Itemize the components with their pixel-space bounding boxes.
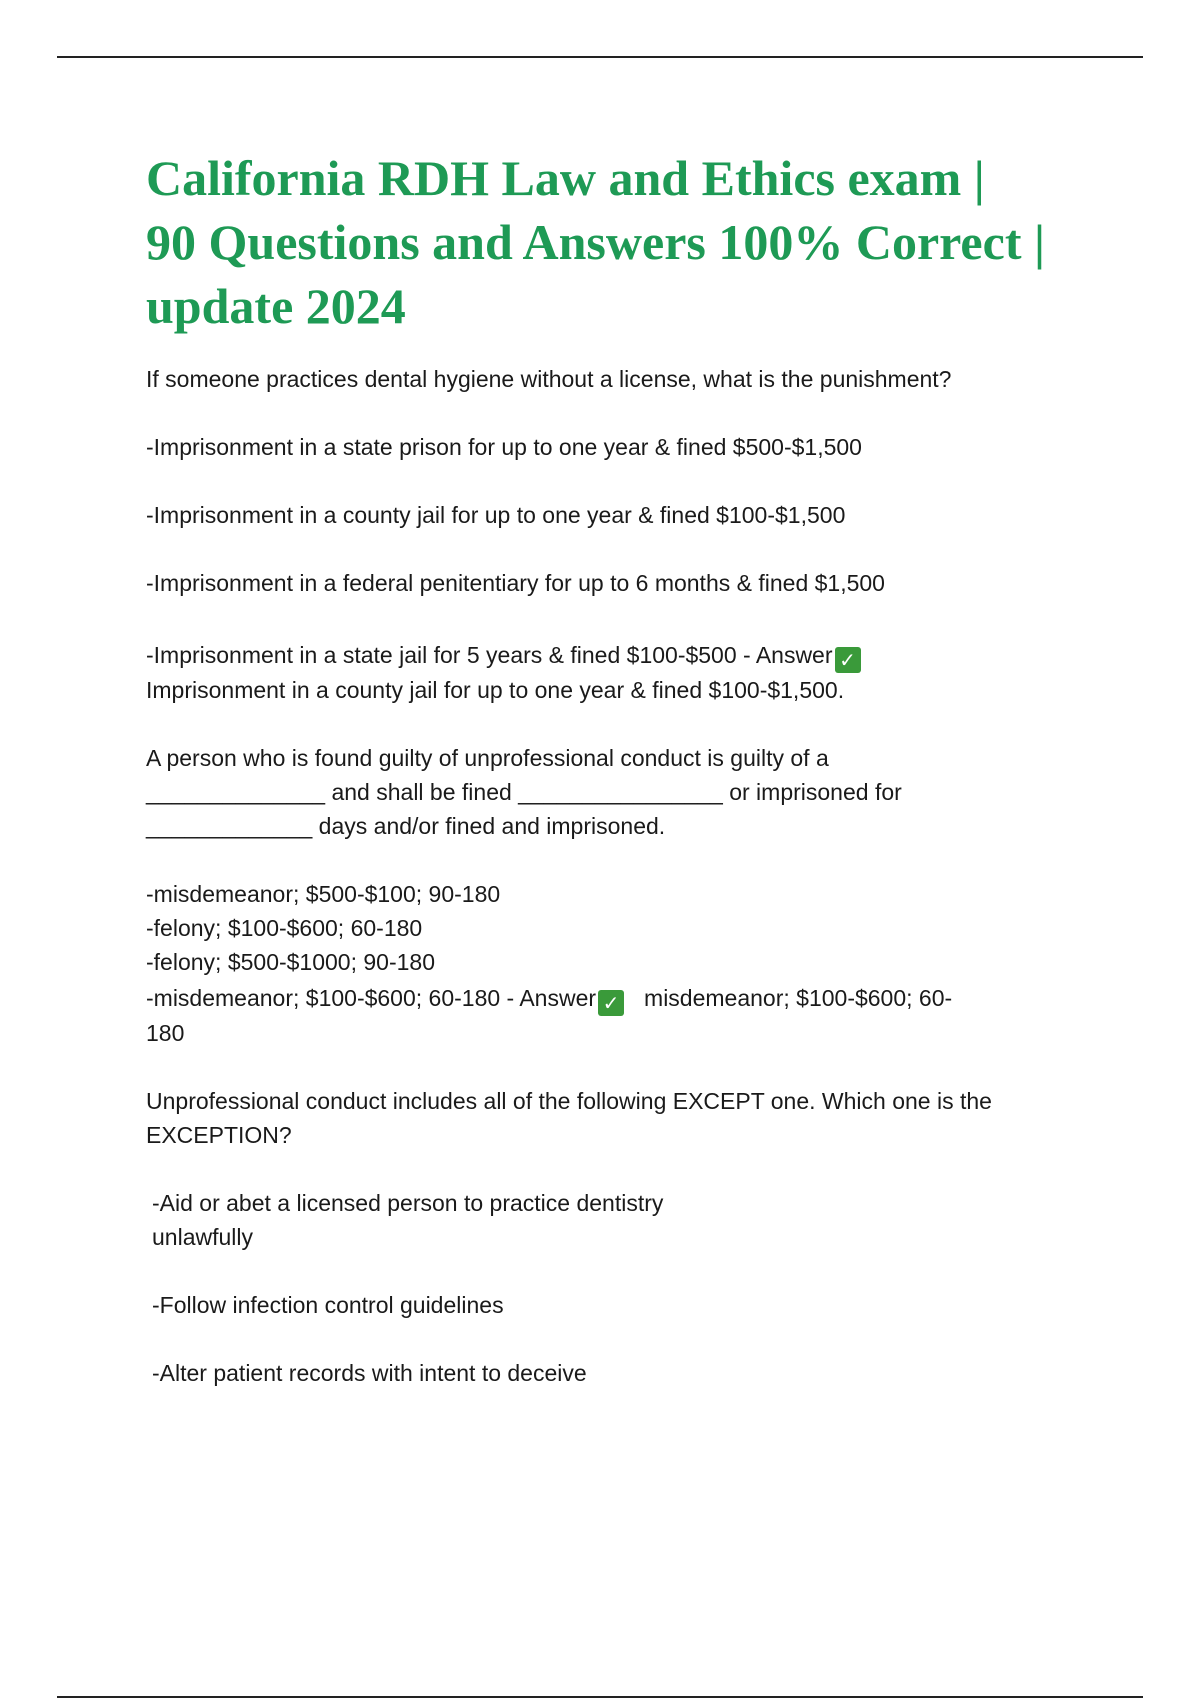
q1-option-3: -Imprisonment in a federal penitentiary for up to 6 months & fined $1,500: [146, 570, 885, 596]
q2-answer: misdemeanor; $100-$600; 60- 180: [146, 985, 953, 1046]
checkmark-icon: ✓: [835, 647, 861, 673]
q1-question: If someone practices dental hygiene without a license, what is the punishment?: [146, 366, 952, 392]
q1-answer: Imprisonment in a county jail for up to one year & fined $100-$1,500.: [146, 677, 845, 703]
q2-option-2: -felony; $100-$600; 60-180: [146, 915, 423, 941]
q2-option-1: -misdemeanor; $500-$100; 90-180: [146, 881, 501, 907]
q3-option-3: -Alter patient records with intent to deceive: [152, 1360, 587, 1386]
q1-last-option-line: [146, 638, 1100, 673]
document-body: [146, 146, 1100, 1390]
q3-option-2: -Follow infection control guidelines: [152, 1292, 504, 1318]
checkmark-icon: ✓: [598, 990, 624, 1016]
document-title: California RDH Law and Ethics exam | 90 Questions and Answers 100% Correct | update 2024: [146, 150, 1045, 334]
q2-option-3: -felony; $500-$1000; 90-180: [146, 949, 435, 975]
q2-option-4: -misdemeanor; $100-$600; 60-180 - Answer: [146, 985, 597, 1011]
q2-last-option-line: [146, 981, 1100, 1050]
q3-question: Unprofessional conduct includes all of the following EXCEPT one. Which one is the EXCEPTION?: [146, 1088, 992, 1148]
q1-option-2: -Imprisonment in a county jail for up to one year & fined $100-$1,500: [146, 502, 846, 528]
q1-option-4: -Imprisonment in a state jail for 5 years & fined $100-$500 - Answer: [146, 642, 833, 668]
bottom-rule: [57, 1696, 1143, 1698]
q1-option-1: -Imprisonment in a state prison for up to one year & fined $500-$1,500: [146, 434, 862, 460]
q3-option-1: -Aid or abet a licensed person to practice dentistry unlawfully: [152, 1190, 664, 1250]
top-rule: [57, 56, 1143, 58]
q2-question: A person who is found guilty of unprofessional conduct is guilty of a ______________ and shall be fined ________________ or imprisoned for _____________ days and/or fined and imprisoned.: [146, 745, 902, 839]
